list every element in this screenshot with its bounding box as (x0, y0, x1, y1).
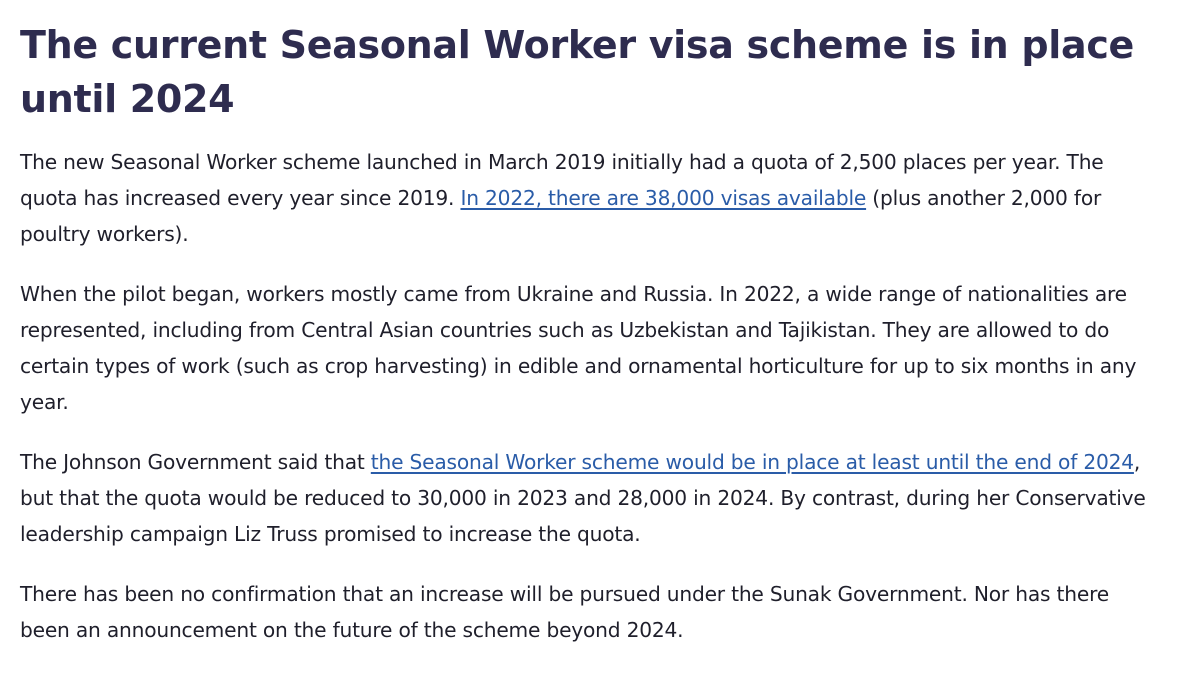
article-heading: The current Seasonal Worker visa scheme is in place until 2024 (20, 23, 1135, 121)
paragraph-quota-text-after: (plus another 2,000 for poultry workers). (20, 186, 1102, 246)
paragraph-johnson-text-before: The Johnson Government said that (20, 450, 371, 474)
visas-available-link[interactable]: In 2022, there are 38,000 visas available (460, 186, 867, 210)
paragraph-johnson-text-after: , but that the quota would be reduced to 30,000 in 2023 and 28,000 in 2024. By contrast, during her Conservative leadership campaign Liz Truss promised to increase the quota. (20, 450, 1146, 546)
paragraph-johnson-government (20, 444, 1160, 552)
paragraph-quota-text-before: The new Seasonal Worker scheme launched in March 2019 initially had a quota of 2,500 places per year. The quota has increased every year since 2019. (20, 150, 1104, 210)
paragraph-quota (20, 144, 1160, 252)
scheme-until-2024-link[interactable]: the Seasonal Worker scheme would be in place at least until the end of 2024 (370, 450, 1134, 474)
paragraph-nationalities: When the pilot began, workers mostly came from Ukraine and Russia. In 2022, a wide range of nationalities are represented, including from Central Asian countries such as Uzbekistan and Tajikistan. They are allowed to do certain types of work (such as crop harvesting) in edible and ornamental horticulture for up to six months in any year. (20, 282, 1137, 414)
paragraph-sunak-government: There has been no confirmation that an increase will be pursued under the Sunak Government. Nor has there been an announcement on the future of the scheme beyond 2024. (20, 582, 1109, 642)
